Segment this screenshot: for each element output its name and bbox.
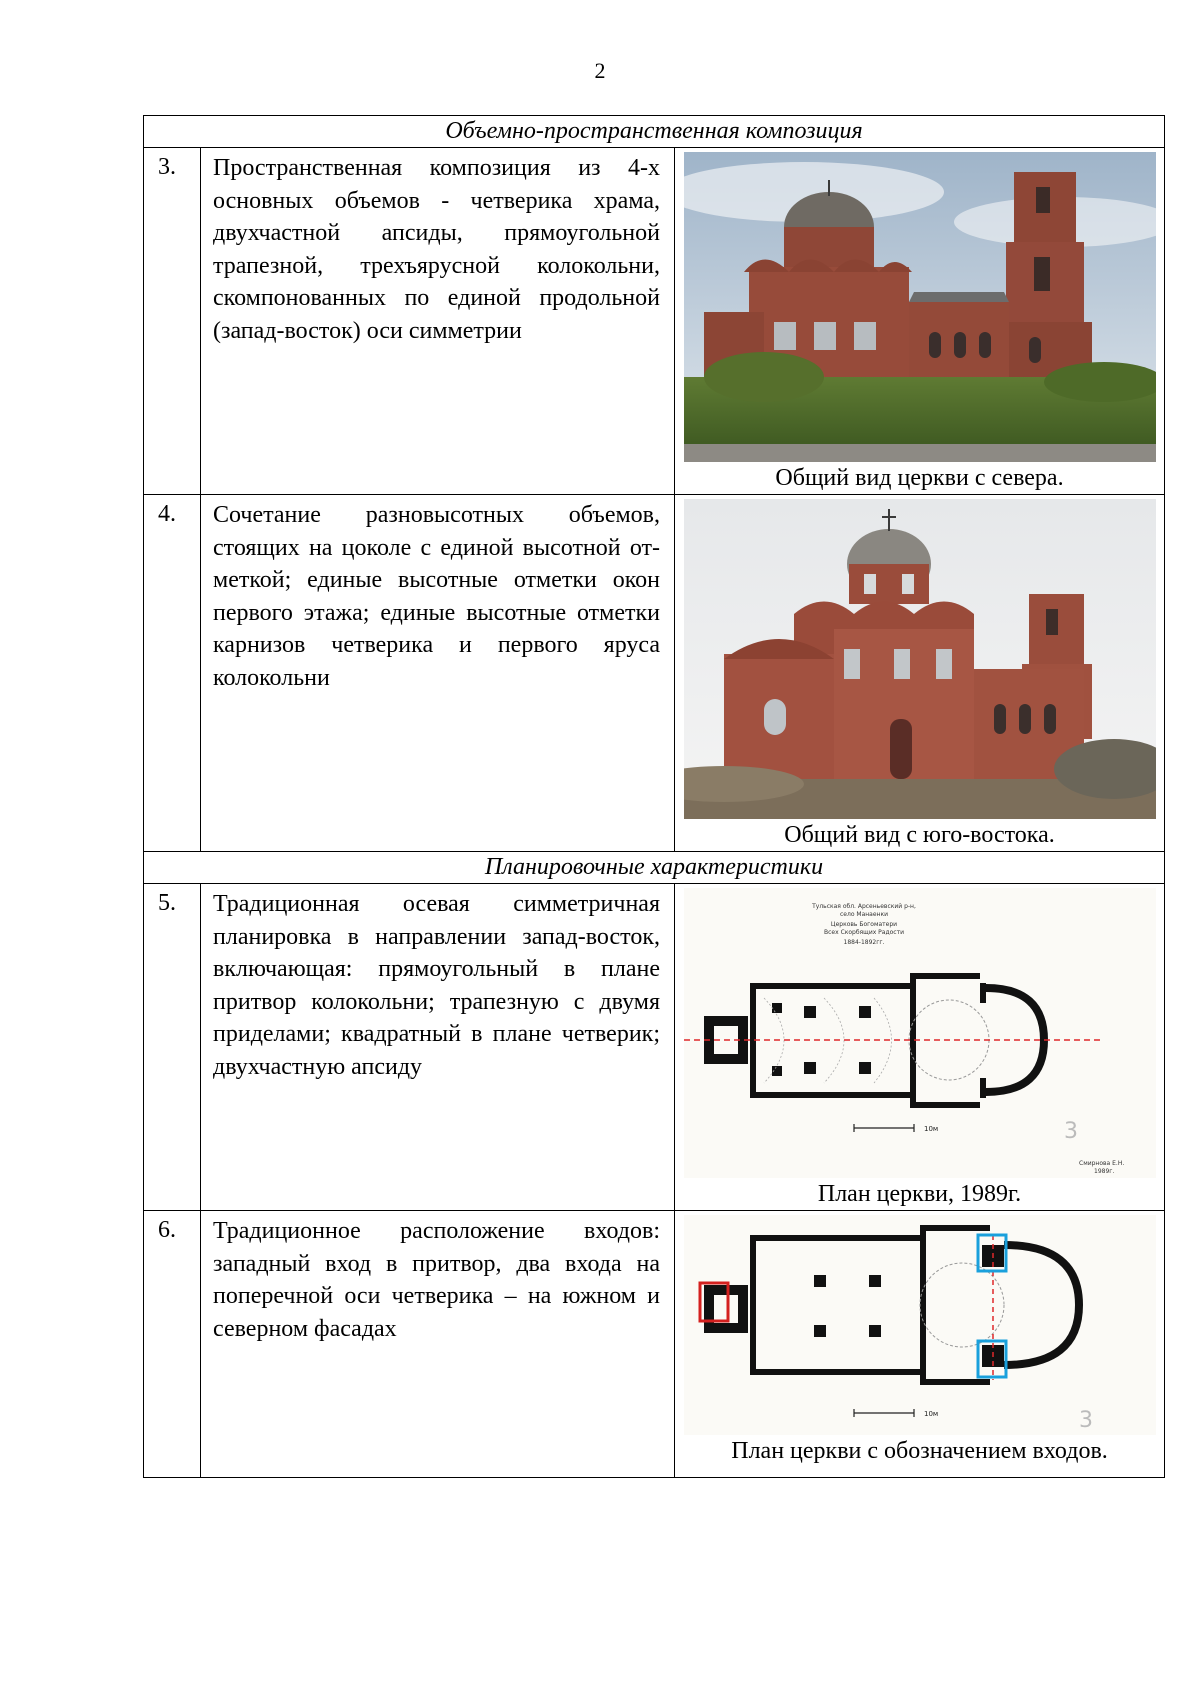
table-row (144, 495, 1165, 852)
row-number: 6. (144, 1211, 201, 1478)
plan-header-line: Всех Скорбящих Радости (824, 929, 904, 936)
row-description: Сочетание разновысотных объемов, стоящих на цоколе с единой высотной от-меткой; единые высотные отметки окон первого этажа; единые высотные отметки карнизов четверика и первого яруса колокольни (201, 495, 675, 852)
figure-cell (675, 1211, 1165, 1478)
plan-year: 1989г. (1094, 1168, 1115, 1175)
plan-header-line: село Манаенки (840, 911, 888, 918)
sheet-number: 3 (1064, 1119, 1078, 1144)
table-row (144, 148, 1165, 495)
figure-caption: План церкви с обозначением входов. (731, 1438, 1108, 1464)
page-number: 2 (594, 58, 606, 83)
plan-header-line: Церковь Богоматери (830, 921, 898, 928)
figure-cell (675, 148, 1165, 495)
row-description: Традиционное расположение входов: западный вход в притвор, два входа на поперечной оси четверика – на южном и северном фасадах (201, 1211, 675, 1478)
row-description: Пространственная композиция из 4-х основных объемов - четверика храма, двухчастной апсиды, прямоугольной трапезной, трехъярусной колокольни, скомпонованных по единой продольной (запад-восток) оси симметрии (201, 148, 675, 495)
table-row (144, 884, 1165, 1211)
figure-cell (675, 884, 1165, 1211)
row-number: 5. (144, 884, 201, 1211)
section-title: Планировочные характеристики (144, 852, 1165, 884)
scale-label: 10м (924, 1125, 939, 1133)
scale-label: 10м (924, 1410, 939, 1418)
section-header-row (144, 852, 1165, 884)
figure-cell (675, 495, 1165, 852)
church-plan-entrances (684, 1215, 1158, 1435)
plan-author: Смирнова Е.Н. (1079, 1160, 1125, 1167)
figure-caption: Общий вид с юго-востока. (784, 822, 1055, 848)
table-row (144, 1211, 1165, 1478)
church-southeast-photo (684, 499, 1158, 819)
section-title: Объемно-пространственная композиция (144, 116, 1165, 148)
figure-caption: Общий вид церкви с севера. (775, 465, 1064, 491)
plan-header-line: Тульская обл. Арсеньевский р-н, (812, 903, 916, 910)
row-number: 3. (144, 148, 201, 495)
church-north-photo (684, 152, 1158, 462)
plan-header-line: 1884-1892гг. (843, 939, 885, 946)
sheet-number: 3 (1079, 1408, 1093, 1433)
church-plan-drawing (684, 888, 1158, 1178)
section-header-row (144, 116, 1165, 148)
figure-caption: План церкви, 1989г. (817, 1181, 1022, 1207)
row-description: Традиционная осевая симметричная планировка в направлении запад-восток, включающая: прямоугольный в плане притвор колокольни; трапезную с двумя приделами; квадратный в плане четверик; двухчастную апсиду (201, 884, 675, 1211)
row-number: 4. (144, 495, 201, 852)
heritage-table (143, 115, 1165, 1478)
